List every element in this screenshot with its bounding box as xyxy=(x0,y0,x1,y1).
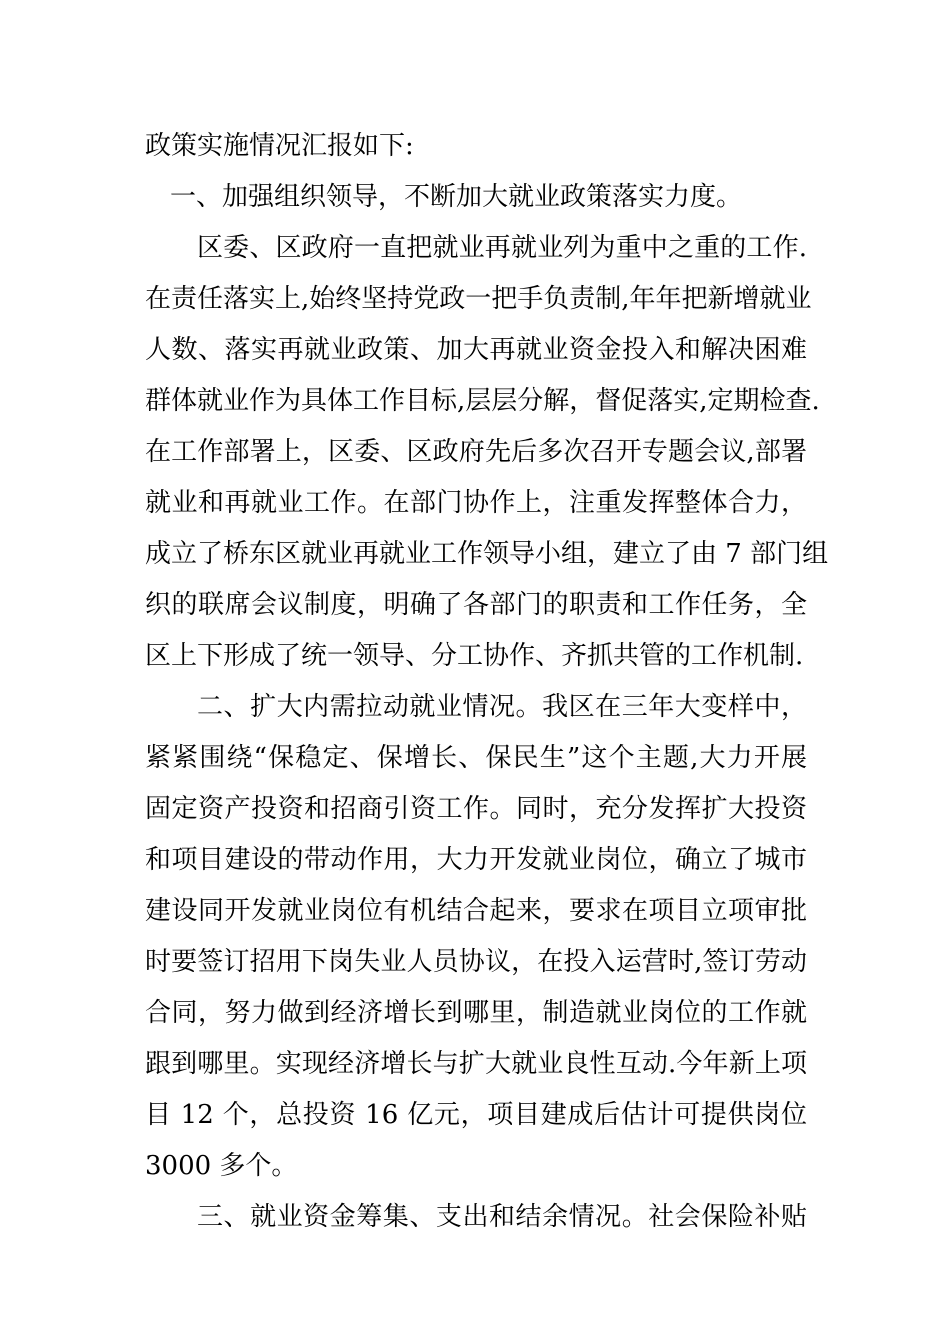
paragraph-line: 就业和再就业工作。在部门协作上，注重发挥整体合力， xyxy=(145,488,807,518)
paragraph-line: 政策实施情况汇报如下: xyxy=(145,131,414,161)
paragraph-line: 跟到哪里。实现经济增长与扩大就业良性互动.今年新上项 xyxy=(145,1049,807,1079)
paragraph-line: 建设同开发就业岗位有机结合起来，要求在项目立项审批 xyxy=(145,896,807,926)
paragraph-line: 区上下形成了统一领导、分工协作、齐抓共管的工作机制. xyxy=(145,641,804,671)
paragraph-line: 目 12 个，总投资 16 亿元，项目建成后估计可提供岗位 xyxy=(145,1100,807,1130)
paragraph-line: 成立了桥东区就业再就业工作领导小组，建立了由 7 部门组 xyxy=(145,539,829,569)
paragraph-line: 时要签订招用下岗失业人员协议，在投入运营时,签订劳动 xyxy=(145,947,807,977)
section-heading-2: 二、扩大内需拉动就业情况。我区在三年大变样中， xyxy=(197,692,807,722)
paragraph-line: 和项目建设的带动作用，大力开发就业岗位，确立了城市 xyxy=(145,845,807,875)
paragraph-line: 织的联席会议制度，明确了各部门的职责和工作任务，全 xyxy=(145,590,807,620)
paragraph-line: 3000 多个。 xyxy=(145,1151,298,1181)
paragraph-line: 紧紧围绕“保稳定、保增长、保民生”这个主题,大力开展 xyxy=(145,743,807,773)
section-heading-3: 三、就业资金筹集、支出和结余情况。社会保险补贴 xyxy=(197,1202,807,1232)
section-heading-1: 一、加强组织领导，不断加大就业政策落实力度。 xyxy=(170,182,743,212)
paragraph-line: 合同，努力做到经济增长到哪里，制造就业岗位的工作就 xyxy=(145,998,807,1028)
paragraph-line: 群体就业作为具体工作目标,层层分解，督促落实,定期检查. xyxy=(145,386,820,416)
paragraph-line: 人数、落实再就业政策、加大再就业资金投入和解决困难 xyxy=(145,335,807,365)
paragraph-line: 区委、区政府一直把就业再就业列为重中之重的工作. xyxy=(197,233,807,263)
paragraph-line: 在责任落实上,始终坚持党政一把手负责制,年年把新增就业 xyxy=(145,284,812,314)
paragraph-line: 在工作部署上，区委、区政府先后多次召开专题会议,部署 xyxy=(145,437,807,467)
paragraph-line: 固定资产投资和招商引资工作。同时，充分发挥扩大投资 xyxy=(145,794,807,824)
